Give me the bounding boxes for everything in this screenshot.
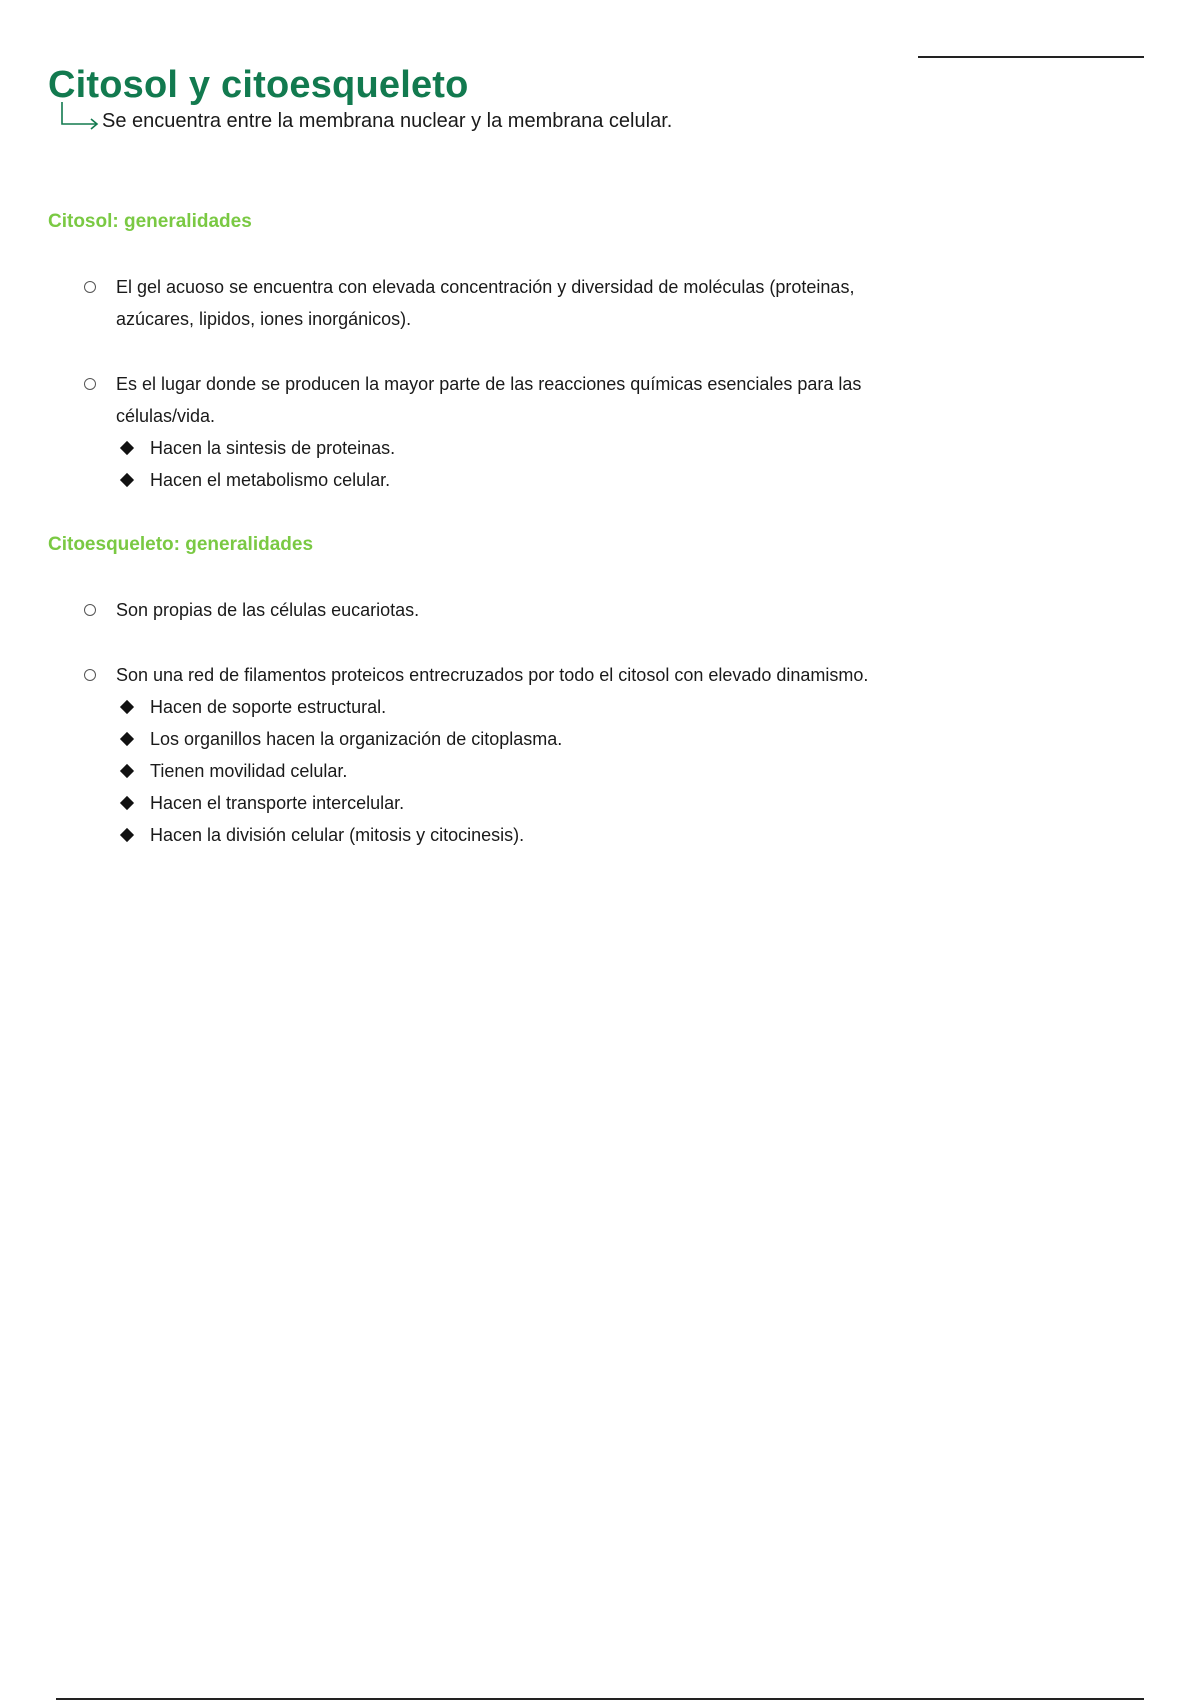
list-item-text: Son una red de filamentos proteicos entrecruzados por todo el citosol con elevado dinamismo. (116, 665, 869, 685)
section-heading-citoesqueleto: Citoesqueleto: generalidades (48, 534, 314, 555)
diamond-bullet-icon (120, 796, 134, 810)
top-rule (918, 56, 1144, 58)
list-item (84, 374, 884, 496)
diamond-bullet-icon (120, 473, 134, 487)
corner-arrow-icon (60, 102, 100, 132)
list-item-text: Es el lugar donde se producen la mayor parte de las reacciones químicas esenciales para las células/vida. (116, 374, 862, 426)
section-heading-citosol: Citosol: generalidades (48, 211, 252, 232)
sub-list-item-text: Tienen movilidad celular. (150, 761, 348, 781)
diamond-bullet-icon (120, 441, 134, 455)
list-item-text: Son propias de las células eucariotas. (116, 600, 420, 620)
diamond-bullet-icon (120, 828, 134, 842)
sub-list (84, 691, 884, 851)
diamond-bullet-icon (120, 732, 134, 746)
sub-list-item-text: Hacen de soporte estructural. (150, 697, 387, 717)
diamond-bullet-icon (120, 700, 134, 714)
sub-list-item (84, 787, 884, 819)
circle-bullet-icon (84, 669, 96, 681)
diamond-bullet-icon (120, 764, 134, 778)
circle-bullet-icon (84, 281, 96, 293)
circle-bullet-icon (84, 604, 96, 616)
sub-list-item-text: Hacen la división celular (mitosis y citocinesis). (150, 825, 525, 845)
sub-list-item (84, 432, 884, 464)
sub-list-item-text: Hacen el metabolismo celular. (150, 470, 391, 490)
sub-list-item-text: Los organillos hacen la organización de citoplasma. (150, 729, 563, 749)
sub-list-item (84, 723, 884, 755)
list-item-text: El gel acuoso se encuentra con elevada concentración y diversidad de moléculas (proteinas, azúcares, lipidos, iones inorgánicos). (116, 277, 855, 329)
sub-list-item (84, 464, 884, 496)
sub-list-item (84, 819, 884, 851)
page-subtitle: Se encuentra entre la membrana nuclear y la membrana celular. (102, 110, 673, 132)
list-item (84, 665, 884, 851)
page-title: Citosol y citoesqueleto (48, 64, 469, 106)
list-item (84, 277, 884, 335)
sub-list-item-text: Hacen el transporte intercelular. (150, 793, 405, 813)
sub-list-item (84, 755, 884, 787)
list-item (84, 600, 884, 626)
sub-list-item-text: Hacen la sintesis de proteinas. (150, 438, 396, 458)
circle-bullet-icon (84, 378, 96, 390)
sub-list-item (84, 691, 884, 723)
sub-list (84, 432, 884, 496)
